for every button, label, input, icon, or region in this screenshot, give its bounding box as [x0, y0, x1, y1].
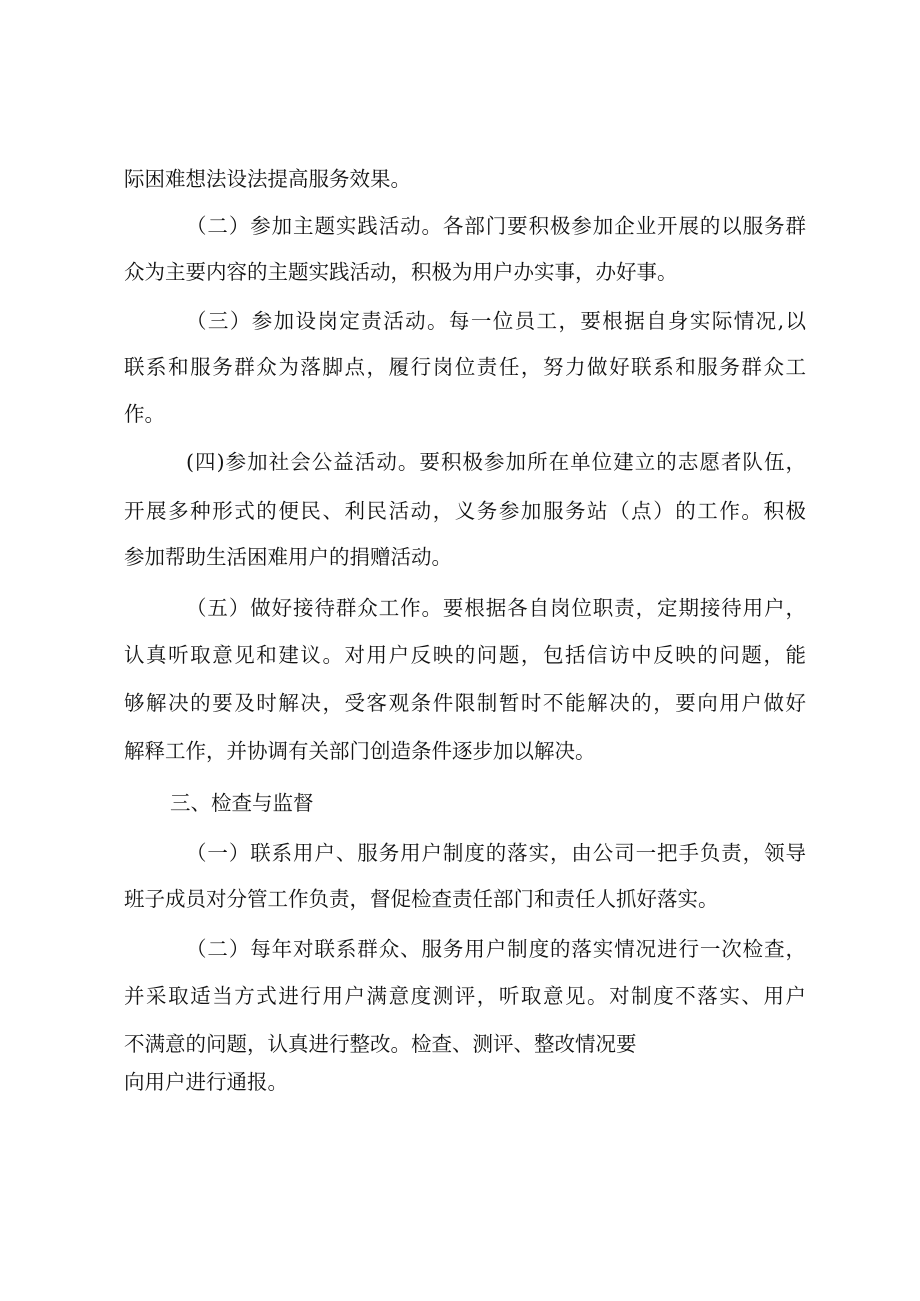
text-line-6: 作。 [124, 402, 165, 426]
text-line-13: 解释工作，并协调有关部门创造条件逐步加以解决。 [124, 739, 596, 763]
text-line-11: 认真听取意见和建议。对用户反映的问题，包括信访中反映的问题，能 [124, 643, 806, 667]
text-line-5: 联系和服务群众为落脚点，履行岗位责任，努力做好联系和服务群众工 [124, 355, 806, 379]
text-line-2: （二）参加主题实践活动。各部门要积极参加企业开展的以服务群 [186, 214, 806, 238]
text-line-3: 众为主要内容的主题实践活动，积极为用户办实事，办好事。 [124, 260, 678, 284]
text-line-19: 不满意的问题，认真进行整改。检查、测评、整改情况要 [124, 1032, 637, 1056]
text-line-10: （五）做好接待群众工作。要根据各自岗位职责，定期接待用户， [186, 596, 806, 620]
section-heading: 三、检查与监督 [170, 791, 314, 815]
text-line-1: 际困难想法设法提高服务效果。 [124, 167, 411, 191]
text-line-16: 班子成员对分管工作负责，督促检查责任部门和责任人抓好落实。 [124, 887, 719, 911]
text-line-12: 够解决的要及时解决，受客观条件限制暂时不能解决的，要向用户做好 [124, 691, 806, 715]
text-line-8: 开展多种形式的便民、利民活动，义务参加服务站（点）的工作。积极 [124, 499, 806, 523]
text-line-4: （三）参加设岗定责活动。每一位员工，要根据自身实际情况,以 [186, 309, 806, 333]
text-line-9: 参加帮助生活困难用户的捐赠活动。 [124, 545, 452, 569]
text-line-18: 并采取适当方式进行用户满意度测评，听取意见。对制度不落实、用户 [124, 984, 806, 1008]
text-line-17: （二）每年对联系群众、服务用户制度的落实情况进行一次检查， [186, 937, 806, 961]
text-line-15: （一）联系用户、服务用户制度的落实，由公司一把手负责，领导 [186, 841, 806, 865]
text-line-20: 向用户进行通报。 [124, 1070, 288, 1094]
text-line-7: (四)参加社会公益活动。要积极参加所在单位建立的志愿者队伍， [186, 450, 806, 474]
